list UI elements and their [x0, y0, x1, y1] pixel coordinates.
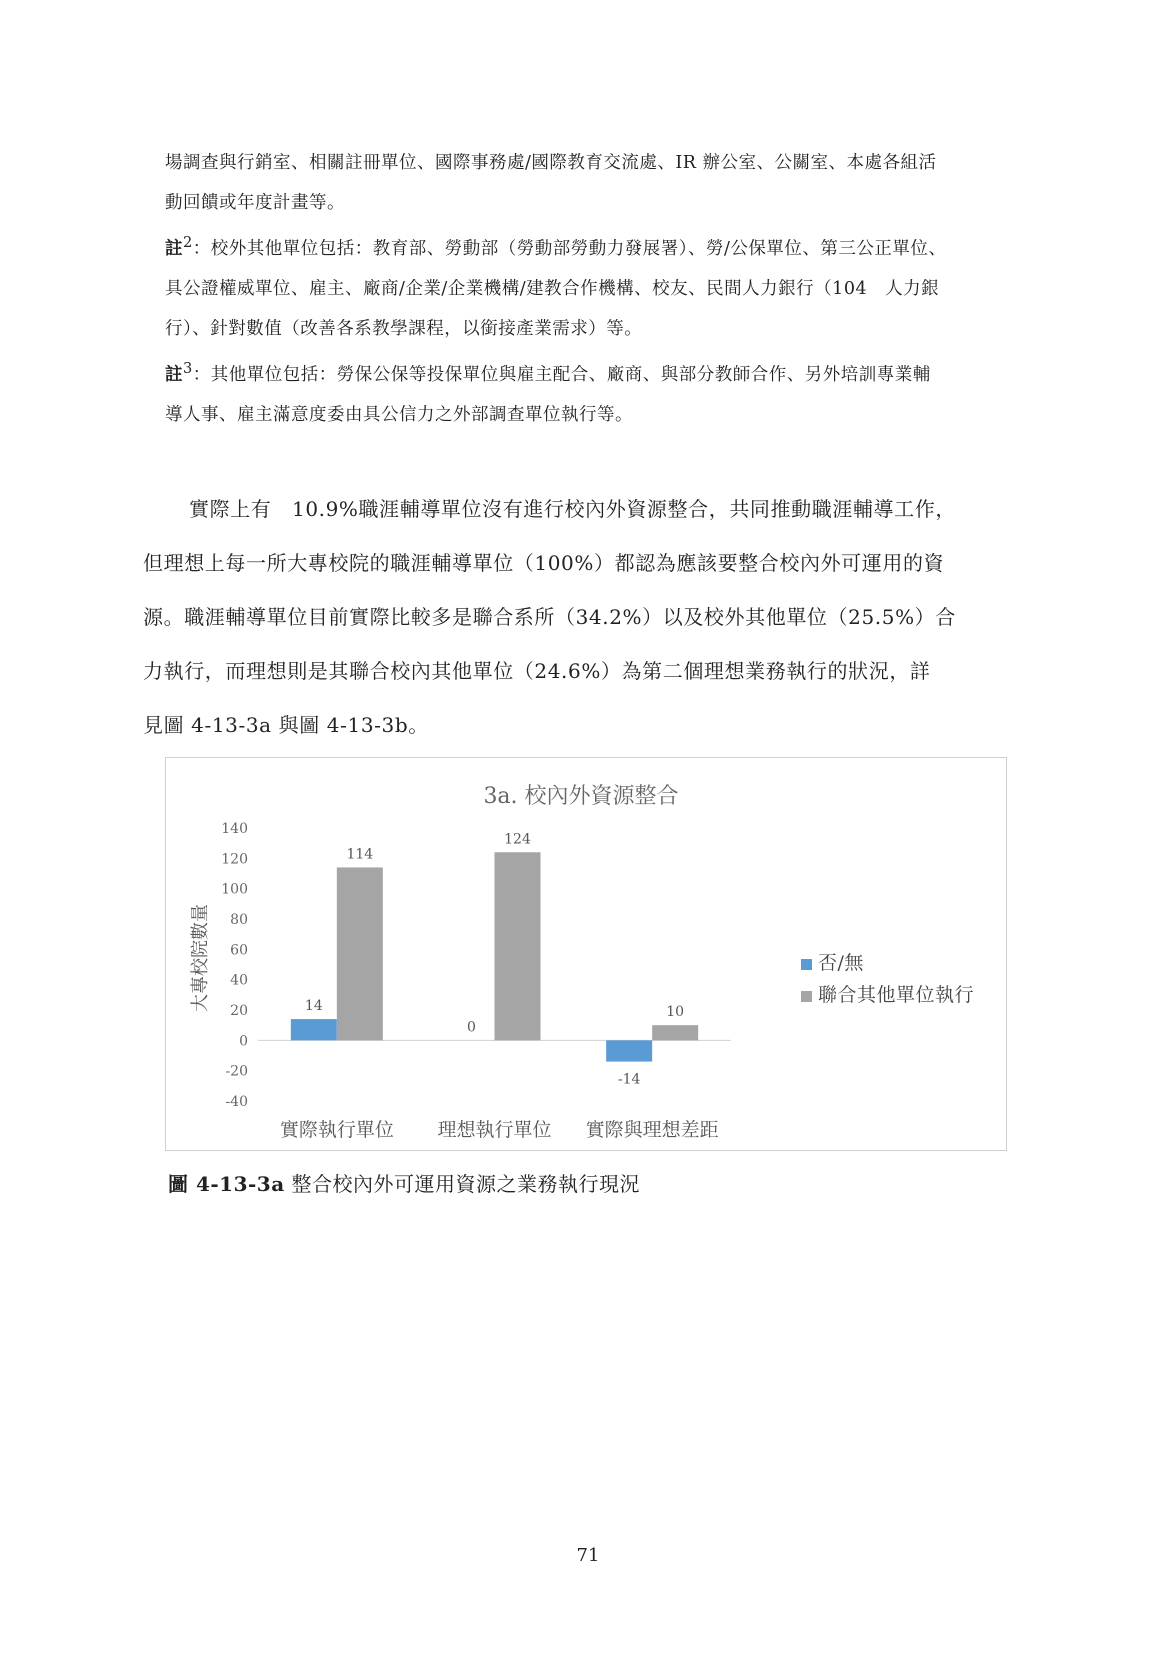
note-line: 動回饋或年度計畫等。: [165, 193, 345, 213]
bar: [652, 1025, 698, 1040]
note-line: 行）、針對數值（改善各系教學課程，以銜接產業需求）等。: [165, 318, 643, 339]
chart-marks: [221, 821, 731, 1141]
y-tick-label: 120: [221, 851, 248, 868]
x-tick-label: 理想執行單位: [437, 1119, 552, 1141]
legend-item-no: [801, 948, 864, 975]
data-label: 124: [504, 831, 531, 848]
note-2-text: ：校外其他單位包括：教育部、勞動部（勞動部勞動力發展署）、勞/公保單位、第三公正單位、: [192, 238, 947, 259]
note-continuation: [165, 143, 1045, 435]
x-tick-label: 實際執行單位: [279, 1119, 394, 1141]
body-line: 力執行，而理想則是其聯合校內其他單位（24.6%）為第二個理想業務執行的狀況，詳: [143, 659, 931, 683]
y-tick-label: 140: [221, 821, 248, 837]
chart-frame: [165, 757, 1007, 1151]
note-2-label: 註: [165, 238, 183, 259]
y-tick-label: 80: [230, 912, 248, 928]
chart-title: 3a. 校內外資源整合: [483, 784, 679, 809]
figure-caption-text: 整合校內外可運用資源之業務執行現況: [284, 1172, 641, 1196]
bar: [337, 867, 383, 1040]
y-axis-label: 大專校院數量: [190, 904, 211, 1012]
note-2-sup: 2: [183, 234, 193, 251]
bar: [606, 1040, 652, 1061]
figure-caption: [168, 1168, 640, 1197]
body-line: 見圖 4-13-3a 與圖 4-13-3b。: [143, 713, 429, 737]
note-line: 具公證權威單位、雇主、廠商/企業/企業機構/建教合作機構、校友、民間人力銀行（104 人力銀: [165, 278, 940, 299]
data-label: 114: [346, 846, 374, 863]
y-tick-label: -20: [225, 1063, 248, 1080]
data-label: 14: [304, 998, 323, 1015]
bar: [291, 1019, 337, 1040]
body-line: 源。職涯輔導單位目前實際比較多是聯合系所（34.2%）以及校外其他單位（25.5%）合: [143, 605, 956, 629]
y-tick-label: -40: [225, 1094, 248, 1110]
legend-swatch: [801, 991, 812, 1002]
y-tick-label: 40: [230, 972, 248, 989]
y-tick-label: 60: [230, 942, 248, 959]
note-3-label: 註: [165, 364, 183, 385]
note-3-text: ：其他單位包括：勞保公保等投保單位與雇主配合、廠商、與部分教師合作、另外培訓專業輔: [192, 364, 931, 385]
y-tick-label: 100: [221, 881, 248, 898]
y-tick-label: 20: [230, 1003, 248, 1019]
bar-chart: [166, 758, 1006, 1150]
y-tick-label: 0: [239, 1033, 248, 1050]
body-paragraph: [143, 482, 1043, 752]
note-line: 導人事、雇主滿意度委由具公信力之外部調查單位執行等。: [165, 404, 633, 425]
legend-label: 聯合其他單位執行: [818, 984, 975, 1006]
body-line: 但理想上每一所大專校院的職涯輔導單位（100%）都認為應該要整合校內外可運用的資: [143, 551, 945, 575]
x-tick-label: 實際與理想差距: [585, 1119, 719, 1141]
page-number: 71: [576, 1545, 600, 1566]
data-label: 10: [666, 1004, 685, 1021]
data-label: 0: [467, 1019, 476, 1036]
body-line: 實際上有 10.9%職涯輔導單位沒有進行校內外資源整合，共同推動職涯輔導工作，: [189, 497, 956, 521]
legend-item-joint: [801, 980, 974, 1007]
figure-caption-label: 圖 4-13-3a: [168, 1172, 285, 1196]
data-label: -14: [617, 1071, 641, 1088]
note-3: [165, 349, 1045, 395]
note-2: [165, 223, 1045, 269]
legend-label: 否/無: [818, 952, 864, 974]
note-3-sup: 3: [183, 359, 193, 377]
bar: [495, 852, 541, 1040]
legend-swatch: [801, 959, 812, 970]
note-line: 場調查與行銷室、相關註冊單位、國際事務處/國際教育交流處、IR 辦公室、公關室、本處各組活: [165, 153, 937, 173]
